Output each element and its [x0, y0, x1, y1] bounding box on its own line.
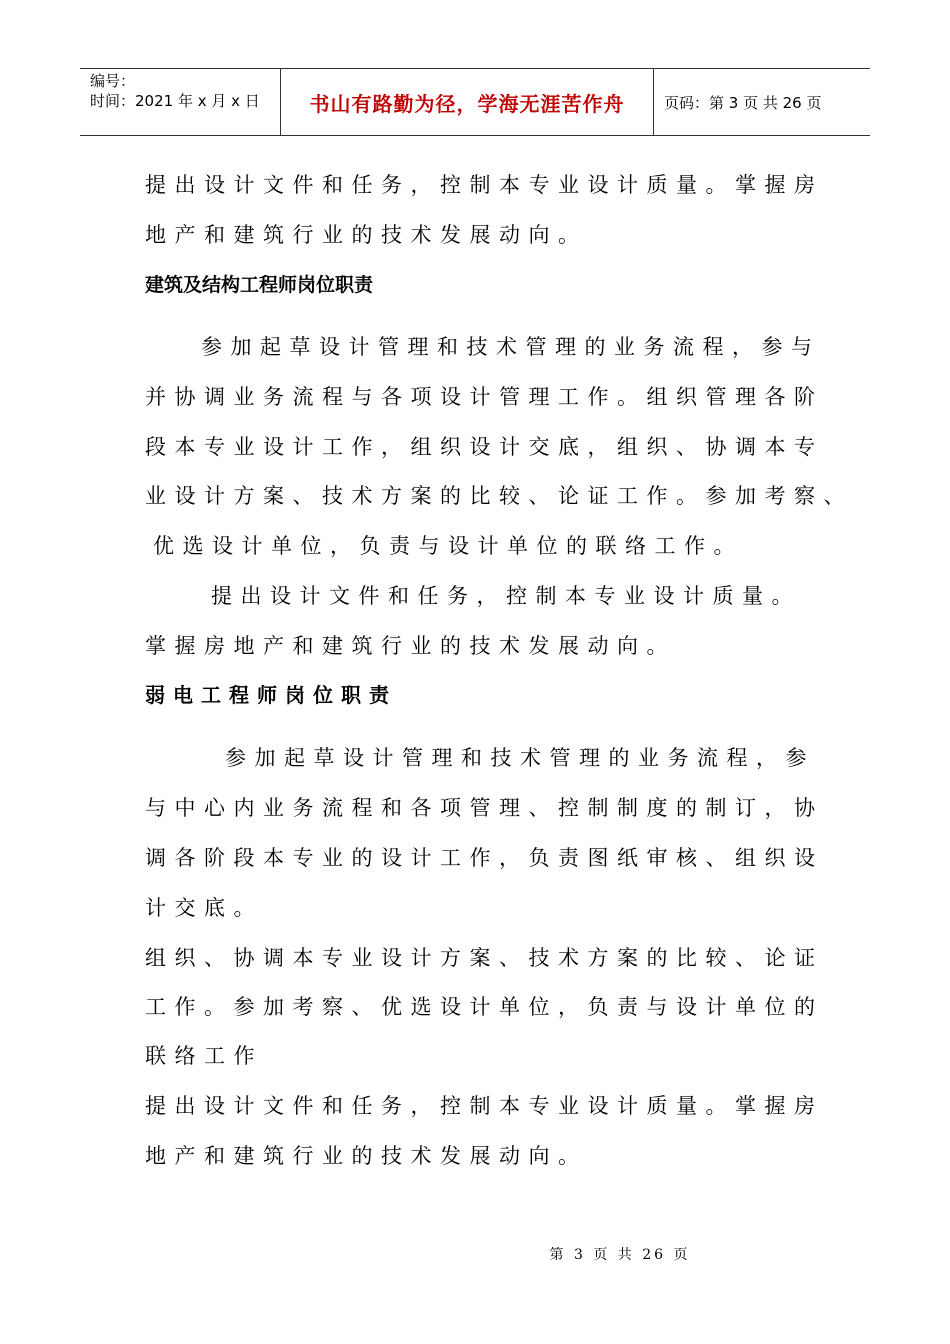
paragraph-line: 工作。参加考察、优选设计单位，负责与设计单位的 — [145, 995, 824, 1019]
paragraph-line: 计交底。 — [145, 896, 263, 920]
paragraph-line: 与中心内业务流程和各项管理、控制制度的制订，协 — [145, 796, 824, 820]
paragraph-line: 提出设计文件和任务，控制本专业设计质量。掌握房 — [145, 1094, 824, 1118]
paragraph-line: 调各阶段本专业的设计工作，负责图纸审核、组织设 — [145, 846, 824, 870]
paragraph-line: 优选设计单位，负责与设计单位的联络工作。 — [153, 534, 743, 558]
document-number-label: 编号： — [90, 72, 136, 90]
document-header — [80, 68, 870, 136]
paragraph-line: 组织、协调本专业设计方案、技术方案的比较、论证 — [145, 946, 824, 970]
paragraph-line: 联络工作 — [145, 1044, 263, 1068]
page-footer: 第 3 页 共 26 页 — [549, 1247, 691, 1263]
document-date-label: 时间：2021 年 x 月 x 日 — [90, 92, 260, 110]
header-page-info: 页码：第 3 页 共 26 页 — [664, 93, 822, 112]
section-heading-low-voltage: 弱电工程师岗位职责 — [145, 683, 397, 707]
paragraph-line: 地产和建筑行业的技术发展动向。 — [145, 223, 588, 247]
paragraph-line: 掌握房地产和建筑行业的技术发展动向。 — [145, 634, 676, 658]
paragraph-line: 段本专业设计工作，组织设计交底，组织、协调本专 — [145, 435, 824, 459]
header-motto: 书山有路勤为径，学海无涯苦作舟 — [280, 69, 654, 135]
section-heading-architecture: 建筑及结构工程师岗位职责 — [145, 274, 374, 296]
paragraph-line: 参加起草设计管理和技术管理的业务流程，参 — [225, 746, 815, 770]
paragraph-line: 提出设计文件和任务，控制本专业设计质量。掌握房 — [145, 173, 824, 197]
paragraph-line: 参加起草设计管理和技术管理的业务流程，参与 — [201, 335, 821, 359]
header-meta — [80, 69, 280, 135]
paragraph-line: 并协调业务流程与各项设计管理工作。组织管理各阶 — [145, 385, 824, 409]
paragraph-line: 地产和建筑行业的技术发展动向。 — [145, 1144, 588, 1168]
paragraph-line: 提出设计文件和任务，控制本专业设计质量。 — [211, 584, 801, 608]
paragraph-line: 业设计方案、技术方案的比较、论证工作。参加考察、 — [145, 484, 853, 508]
